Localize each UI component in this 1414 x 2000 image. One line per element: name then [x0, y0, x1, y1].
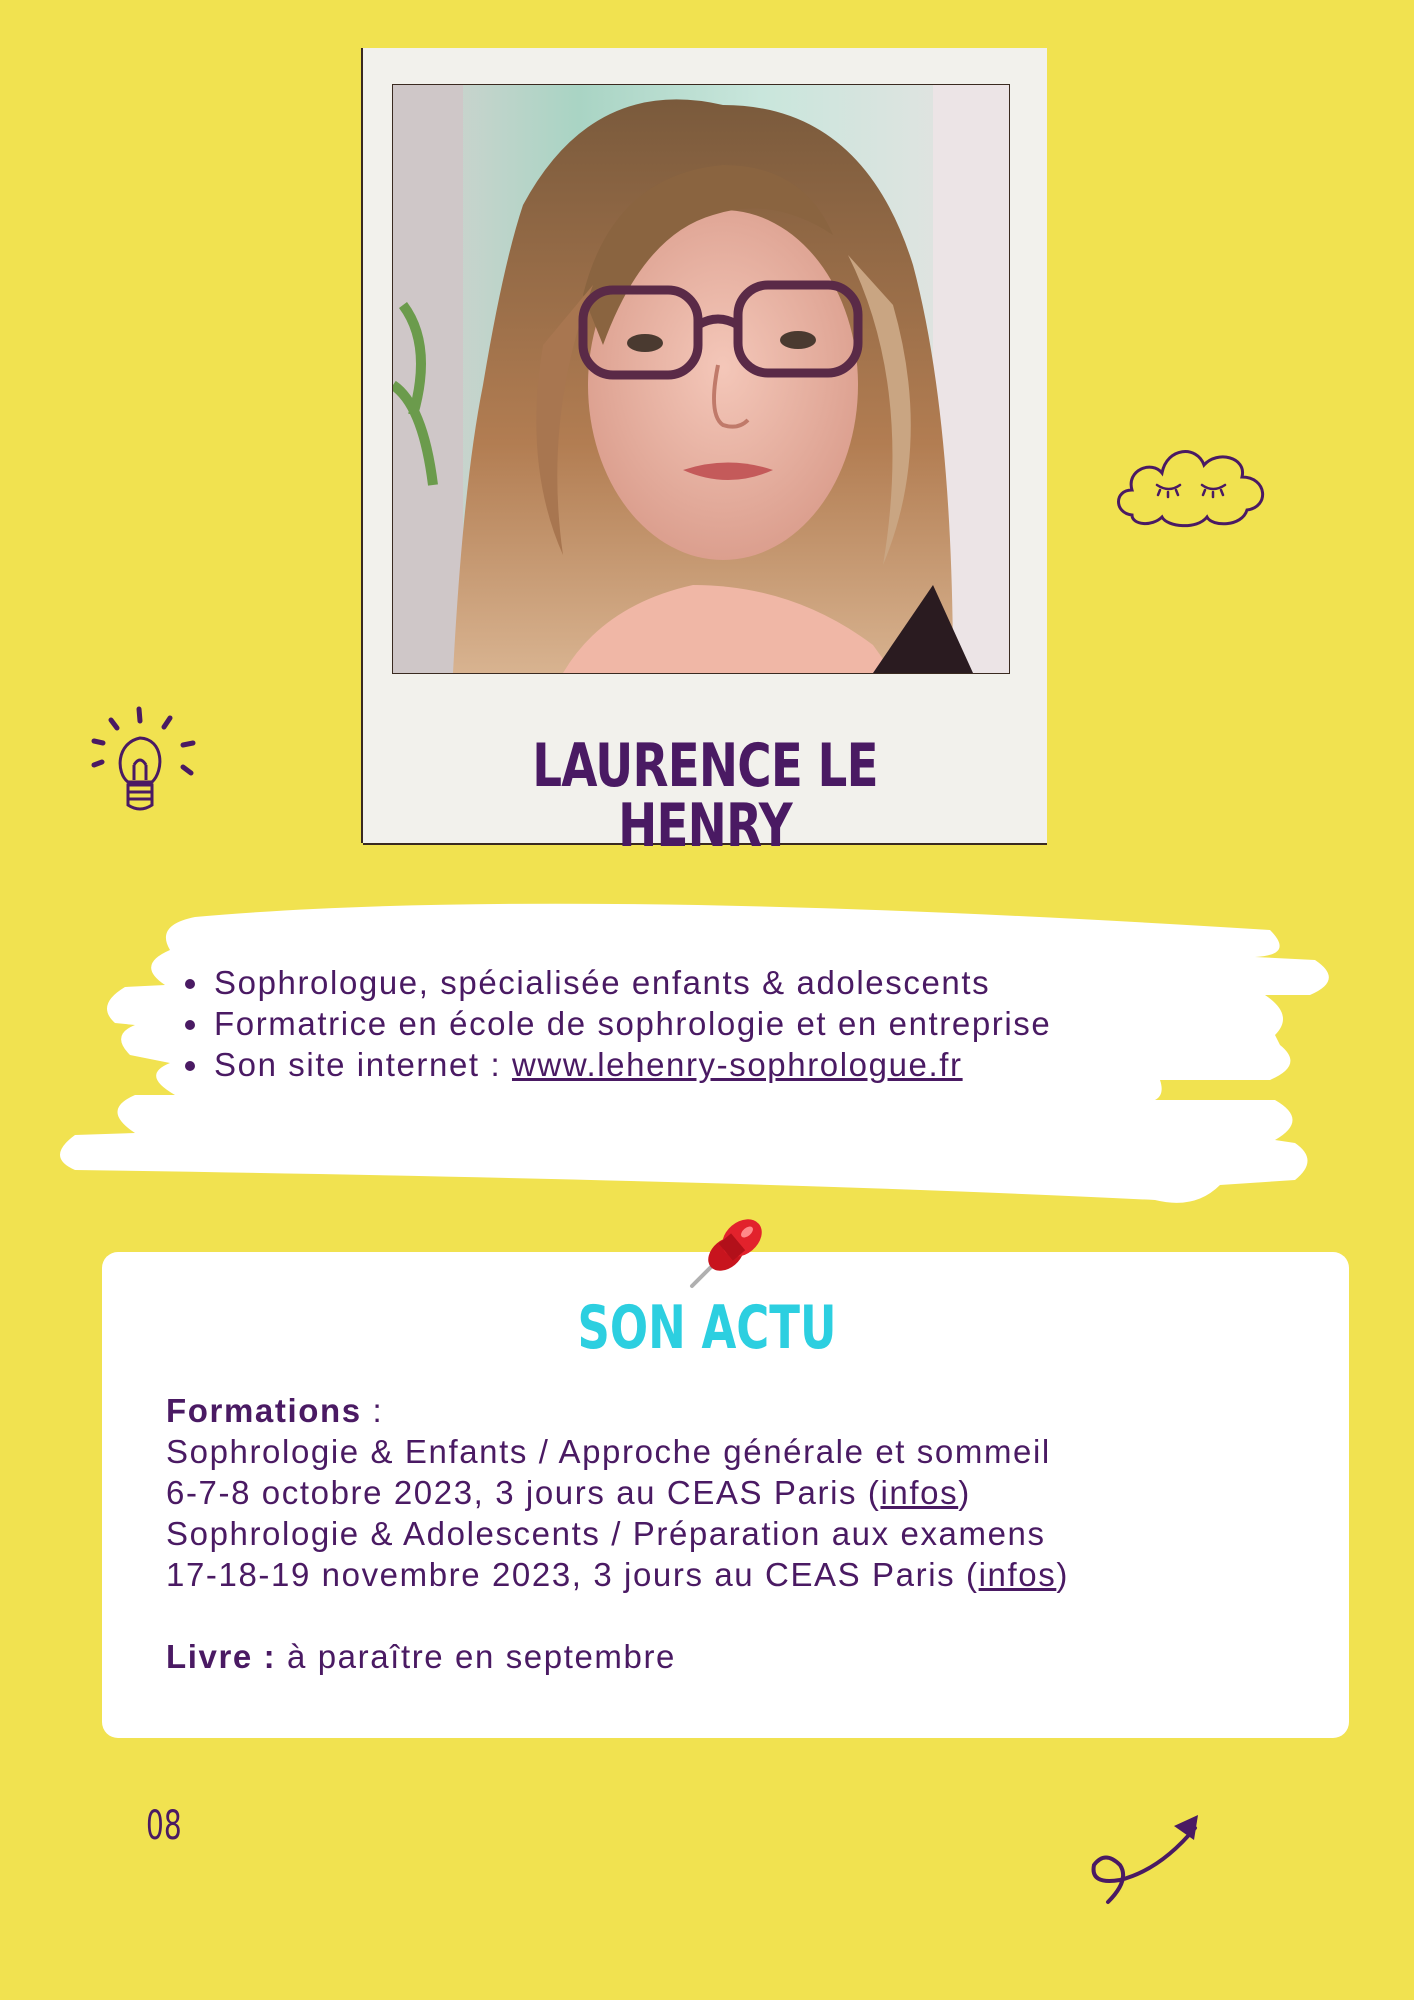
page-number: 08	[146, 1803, 182, 1849]
formation-2-title: Sophrologie & Adolescents / Préparation aux examens	[166, 1515, 1046, 1552]
pushpin-icon	[682, 1214, 774, 1294]
profile-name: LAURENCE LE HENRY	[532, 731, 878, 861]
list-item: • Sophrologue, spécialisée enfants & adolescents	[212, 962, 1051, 1003]
livre-text: à paraître en septembre	[276, 1638, 677, 1675]
profile-bullet-list	[182, 962, 1051, 1085]
formation-1-title: Sophrologie & Enfants / Approche générale et sommeil	[166, 1433, 1051, 1470]
news-content: Formations : Sophrologie & Enfants / Approche générale et sommeil 6-7-8 octobre 2023, 3 jours au CEAS Paris (infos) Sophrologie & Adolescents / Préparation aux examens 17-18-19 novembre 2023, 3 jours au CEAS Paris (infos) Livre : à paraître en septembre	[166, 1392, 1069, 1675]
curly-arrow-icon	[1090, 1810, 1205, 1905]
profile-polaroid	[363, 48, 1047, 861]
formation-1-infos-link[interactable]: infos	[880, 1474, 959, 1511]
lightbulb-icon	[86, 705, 201, 830]
list-item: • Formatrice en école de sophrologie et en entreprise	[212, 1003, 1051, 1044]
cloud-icon	[1112, 435, 1272, 530]
portrait-photo	[392, 84, 1010, 674]
livre-label: Livre :	[166, 1638, 277, 1675]
news-title: SON ACTU	[577, 1293, 837, 1363]
formations-label: Formations	[166, 1392, 362, 1429]
list-item: • Son site internet : www.lehenry-sophrologue.fr	[212, 1044, 1051, 1085]
formation-2-infos-link[interactable]: infos	[978, 1556, 1057, 1593]
website-link[interactable]: www.lehenry-sophrologue.fr	[511, 1046, 963, 1083]
